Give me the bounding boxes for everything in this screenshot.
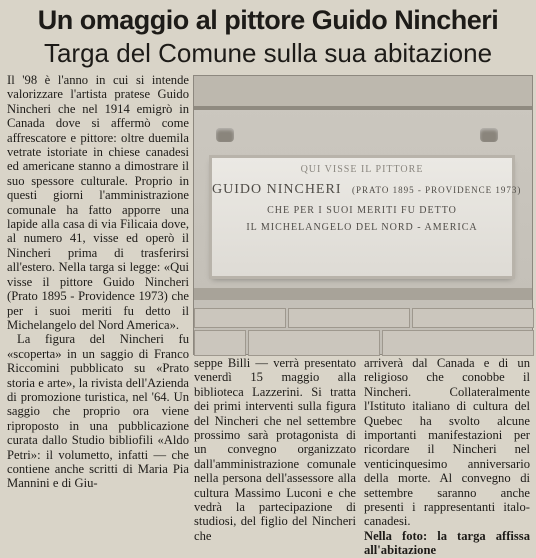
article-column-2: [194, 356, 356, 543]
article-paragraph-3: seppe Billi — verrà presentato venerdì 15 maggio alla biblioteca Lazzerini. Si tratta dei primi interventi sulla figura del Nincheri che nel settembre prossimo sarà protagonista di un convegno organizzato dall'amministrazione comunale nella persona dell'assessore alla cultura Massimo Luconi e che vedrà la partecipazione di studiosi, del figlio del Nincheri che: [194, 356, 356, 543]
plaque-line-3: CHE PER I SUOI MERITI FU DETTO: [267, 205, 457, 216]
article-column-3: [364, 356, 530, 558]
wall-brick: [194, 330, 246, 356]
photo-caption: Nella foto: la targa affissa all'abitazione: [364, 528, 530, 558]
article-paragraph-2: La figura del Nincheri fu «scoperta» in un saggio di Franco Riccomini pubblicato su «Prato storia e arte», la rivista dell'Azienda di promozione turistica, nel '64. Un saggio che proprio ora viene riproposto in una pubblicazione curata dallo Studio bibliofili «Aldo Petri»: il volumetto, infatti — che contiene anche scritti di Maria Pia Mannini e di Giu-: [7, 332, 189, 491]
wall-brick: [288, 308, 410, 328]
wall-brick: [248, 330, 380, 356]
wall-bolt-right: [480, 128, 498, 142]
wall-ledge: [194, 106, 532, 110]
plaque-line-4: IL MICHELANGELO DEL NORD - AMERICA: [246, 222, 478, 233]
plaque-dates: (PRATO 1895 - PROVIDENCE 1973): [352, 185, 522, 195]
wall-bolt-left: [216, 128, 234, 142]
article-paragraph-1: Il '98 è l'anno in cui si intende valorizzare l'artista pratese Guido Nincheri che nel 1914 emigrò in Canada dove si affermò come affrescatore e pittore: oltre duemila vetrate istoriate in chiese canadesi ed americane stanno a dimostrare il suo spessore culturale. Proprio in questi giorni l'amministrazione comunale ha fatto apporre una lapide alla casa di via Filicaia dove, al numero 41, visse ed operò il Nincheri prima di trasferirsi all'estero. Nella targa si legge: «Qui visse il pittore Guido Nincheri (Prato 1895 - Providence 1973) che per i suoi meriti fu detto il Michelangelo del Nord America».: [7, 73, 189, 332]
plaque-photo: [193, 75, 533, 355]
wall-brick: [382, 330, 534, 356]
wall-brick: [194, 308, 286, 328]
plaque-line-2: [212, 182, 522, 198]
article-paragraph-4: arriverà dal Canada e di un religioso che conobbe il Nincheri. Collateralmente l'Istituto italiano di cultura del Quebec ha svolto alcune importanti manifestazioni per ricordare il Nincheri nel venticinquesimo anniversario della morte. Al convegno di settembre saranno anche presenti i rappresentanti italo-canadesi.: [364, 356, 530, 529]
wall-base-ledge: [194, 288, 532, 300]
wall-brick: [412, 308, 534, 328]
plaque: [212, 158, 522, 276]
plaque-name: GUIDO NINCHERI: [212, 182, 342, 197]
headline: Un omaggio al pittore Guido Nincheri: [37, 5, 499, 35]
wall-top-band: [194, 76, 532, 106]
plaque-line-1: QUI VISSE IL PITTORE: [300, 164, 424, 175]
article-column-1: [7, 73, 189, 533]
subheadline: Targa del Comune sulla sua abitazione: [43, 38, 493, 68]
